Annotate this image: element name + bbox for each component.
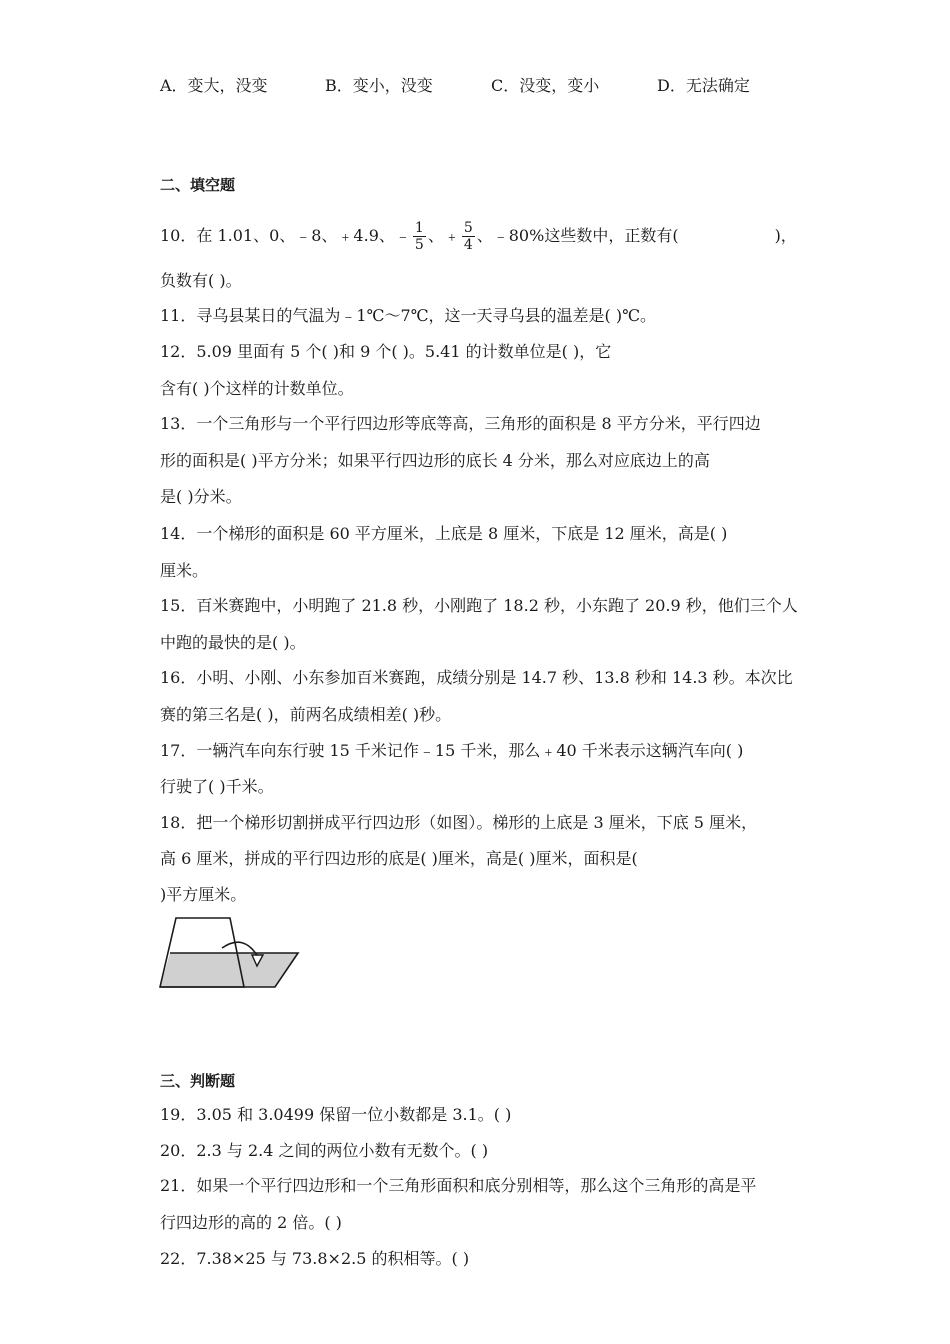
question-13-line-2: 形的面积是( )平方分米；如果平行四边形的底长 4 分米，那么对应底边上的高 — [160, 451, 710, 470]
option-c: C．没变，变小 — [491, 76, 600, 95]
fraction-denominator: 4 — [463, 237, 473, 253]
question-19: 19．3.05 和 3.0499 保留一位小数都是 3.1。( ) — [160, 1105, 512, 1124]
question-20: 20．2.3 与 2.4 之间的两位小数有无数个。( ) — [160, 1141, 489, 1160]
question-21-line-2: 行四边形的高的 2 倍。( ) — [160, 1213, 342, 1232]
question-22: 22．7.38×25 与 73.8×2.5 的积相等。( ) — [160, 1249, 470, 1268]
question-17-line-2: 行驶了( )千米。 — [160, 777, 274, 796]
fraction-numerator: 5 — [463, 220, 473, 236]
shaded-parallelogram — [160, 953, 298, 987]
question-10-line-2: 负数有( )。 — [160, 271, 242, 290]
fraction-numerator: 1 — [414, 220, 424, 236]
section-heading-true-false: 三、判断题 — [160, 1072, 236, 1090]
fraction-one-fifth — [413, 220, 426, 253]
question-16-line-2: 赛的第三名是( )，前两名成绩相差( )秒。 — [160, 705, 452, 724]
question-13-line-3: 是( )分米。 — [160, 487, 242, 506]
question-10-line-1 — [160, 220, 797, 253]
fraction-five-fourths — [462, 220, 475, 253]
question-14-line-1: 14．一个梯形的面积是 60 平方厘米，上底是 8 厘米，下底是 12 厘米，高是( ) — [160, 524, 728, 543]
fraction-denominator: 5 — [414, 237, 424, 253]
question-13-line-1: 13．一个三角形与一个平行四边形等底等高，三角形的面积是 8 平方分米，平行四边 — [160, 414, 761, 433]
question-11: 11．寻乌县某日的气温为﹣1℃～7℃，这一天寻乌县的温差是( )℃。 — [160, 306, 656, 325]
question-18-line-1: 18．把一个梯形切割拼成平行四边形（如图）。梯形的上底是 3 厘米，下底 5 厘米， — [160, 813, 758, 832]
question-15-line-2: 中跑的最快的是( )。 — [160, 633, 306, 652]
trapezoid-parallelogram-figure — [158, 915, 303, 993]
option-d: D．无法确定 — [657, 76, 750, 95]
section-heading-fill-in: 二、填空题 — [160, 176, 236, 194]
question-14-line-2: 厘米。 — [160, 561, 209, 580]
question-12-line-1: 12．5.09 里面有 5 个( )和 9 个( )。5.41 的计数单位是( )，它 — [160, 342, 612, 361]
question-18-line-3: )平方厘米。 — [160, 885, 247, 904]
option-a: A．变大，没变 — [160, 76, 268, 95]
question-18-line-2: 高 6 厘米，拼成的平行四边形的底是( )厘米，高是( )厘米，面积是( — [160, 849, 638, 868]
q10-text-2: 、﹢ — [427, 226, 460, 245]
question-16-line-1: 16．小明、小刚、小东参加百米赛跑，成绩分别是 14.7 秒、13.8 秒和 14.3 秒。本次比 — [160, 668, 793, 687]
option-b: B．变小，没变 — [325, 76, 433, 95]
question-21-line-1: 21．如果一个平行四边形和一个三角形面积和底分别相等，那么这个三角形的高是平 — [160, 1176, 757, 1195]
q10-text-1: 10．在 1.01、0、﹣8、﹢4.9、﹣ — [160, 226, 411, 245]
q10-text-4: )， — [774, 226, 797, 245]
question-17-line-1: 17．一辆汽车向东行驶 15 千米记作﹣15 千米，那么﹢40 千米表示这辆汽车向( ) — [160, 741, 744, 760]
question-12-line-2: 含有( )个这样的计数单位。 — [160, 379, 354, 398]
q10-text-3: 、﹣80%这些数中，正数有( — [476, 226, 679, 245]
question-15-line-1: 15．百米赛跑中，小明跑了 21.8 秒，小刚跑了 18.2 秒，小东跑了 20.9 秒，他们三个人 — [160, 596, 798, 615]
